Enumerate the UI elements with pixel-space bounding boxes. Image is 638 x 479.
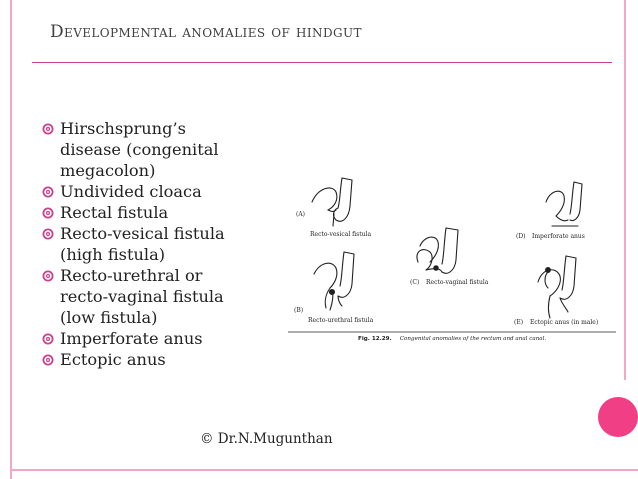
panel-a-caption: Recto-vesical fistula [310,231,372,238]
slide-border-left [10,0,12,479]
figure-caption-number: Fig. 12.29. [358,336,392,342]
panel-c-caption: Recto-vaginal fistula [426,279,489,286]
bullet-line: disease (congenital [60,140,219,159]
figure-caption-text: Congenital anomalies of the rectum and anal canal. [399,336,547,342]
author-credit: © Dr.N.Mugunthan [200,431,333,447]
bullet-line: Rectal fistula [60,203,169,222]
panel-a-drawing [312,178,352,226]
bullet-ring-icon [42,228,54,240]
bullet-line: Undivided cloaca [60,182,202,201]
bullet-item [42,202,272,223]
bullet-item [42,328,272,349]
panel-e-drawing [538,256,576,318]
hindgut-anomalies-figure [286,172,620,357]
bullet-ring-icon [42,354,54,366]
figure-caption [358,325,546,344]
panel-c-drawing [417,228,458,273]
bullet-item [42,118,272,181]
bullet-line: megacolon) [60,161,156,180]
bullet-ring-icon [42,186,54,198]
panel-a-letter: (A) [296,211,306,218]
bullet-item [42,265,272,328]
bullet-list [42,118,272,370]
slide-border-bottom [10,469,638,471]
decorative-pink-dot [598,397,638,437]
bullet-line: (low fistula) [60,308,158,327]
panel-c-letter: (C) [410,279,420,286]
bullet-line: Imperforate anus [60,329,203,348]
bullet-ring-icon [42,270,54,282]
bullet-item [42,349,272,370]
bullet-line: Recto-urethral or [60,266,203,285]
bullet-ring-icon [42,333,54,345]
title-underline [32,62,612,63]
panel-d-caption: Imperforate anus [532,233,585,240]
bullet-ring-icon [42,207,54,219]
bullet-line: (high fistula) [60,245,166,264]
bullet-item [42,223,272,265]
slide-border-right [624,0,626,380]
slide-title: Developmental anomalies of hindgut [50,22,362,42]
bullet-line: Recto-vesical fistula [60,224,225,243]
panel-b-caption: Recto-urethral fistula [308,317,374,324]
panel-e-caption: Ectopic anus (in male) [530,319,599,326]
bullet-line: Ectopic anus [60,350,166,369]
bullet-item [42,181,272,202]
panel-b-drawing [314,252,354,310]
bullet-line: recto-vaginal fistula [60,287,224,306]
panel-d-drawing [546,182,582,226]
panel-e-letter: (E) [514,319,524,326]
panel-d-letter: (D) [516,233,526,240]
panel-b-letter: (B) [294,307,304,314]
bullet-line: Hirschsprung’s [60,119,186,138]
bullet-ring-icon [42,123,54,135]
